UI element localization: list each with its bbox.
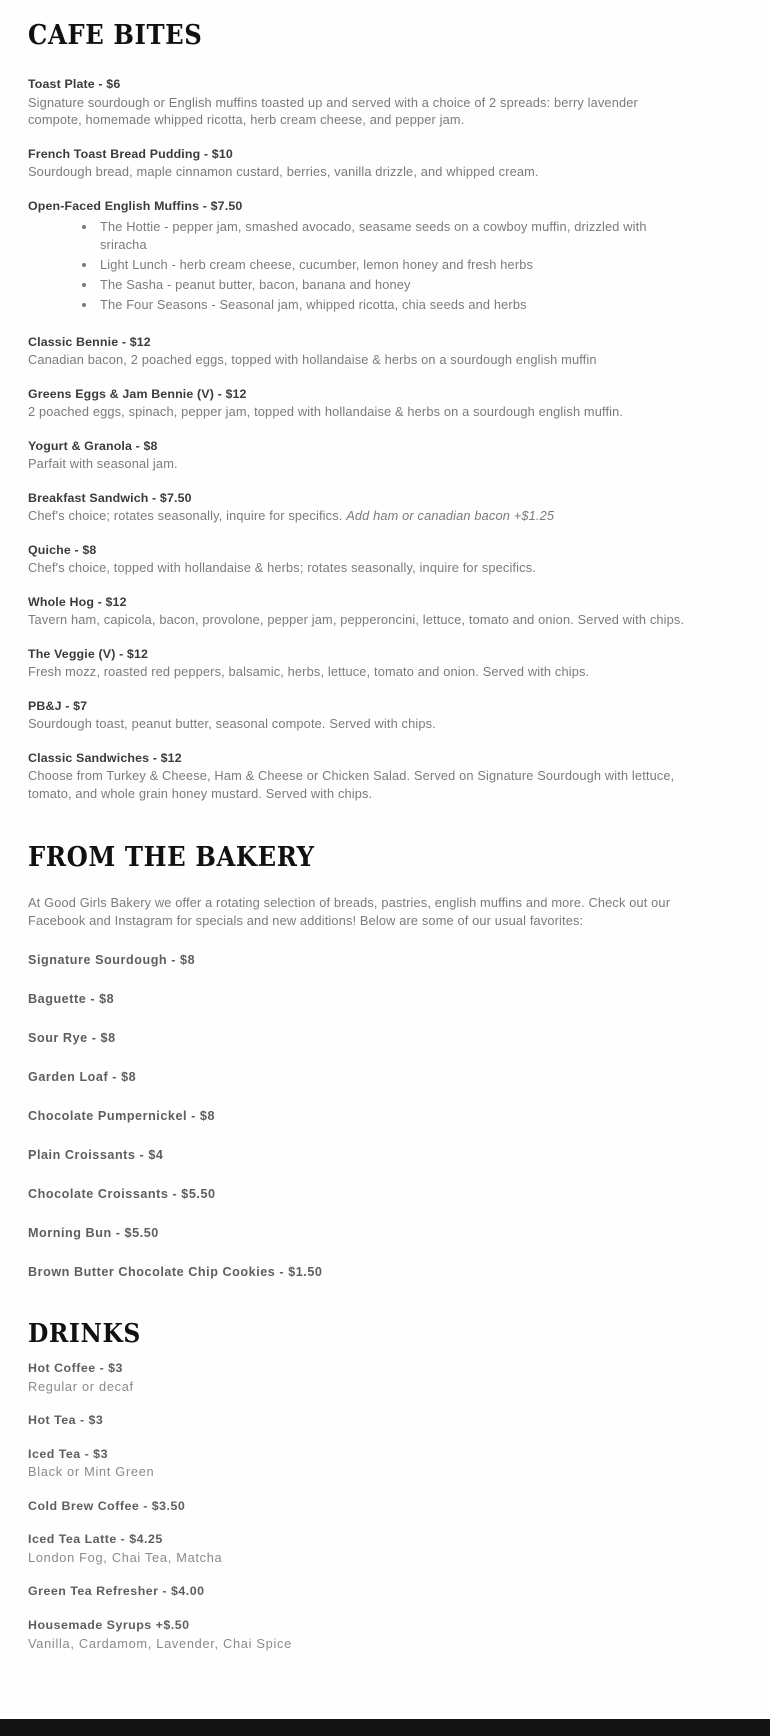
- menu-item-description-text: Chef's choice; rotates seasonally, inquire for specifics.: [28, 508, 347, 524]
- menu-item: [28, 438, 688, 473]
- bakery-item: Baguette - $8: [28, 991, 115, 1006]
- menu-item-name: Yogurt & Granola - $8: [28, 438, 158, 453]
- menu-item-name: PB&J - $7: [28, 698, 88, 713]
- drink-item-description: Vanilla, Cardamom, Lavender, Chai Spice: [28, 1635, 292, 1651]
- menu-item-description: Sourdough bread, maple cinnamon custard, berries, vanilla drizzle, and whipped cream.: [28, 164, 539, 180]
- section-cafe-bites-items: [28, 76, 688, 802]
- menu-item-name: Classic Sandwiches - $12: [28, 750, 182, 765]
- list-item: The Four Seasons - Seasonal jam, whipped ricotta, chia seeds and herbs: [78, 296, 688, 313]
- menu-item: [28, 594, 688, 629]
- menu-item: [28, 698, 688, 733]
- menu-item-name: Greens Eggs & Jam Bennie (V) - $12: [28, 386, 247, 401]
- bakery-item: Chocolate Pumpernickel - $8: [28, 1108, 216, 1123]
- list-item: The Sasha - peanut butter, bacon, banana and honey: [78, 276, 688, 293]
- drink-item-description: London Fog, Chai Tea, Matcha: [28, 1550, 223, 1566]
- drink-item: [28, 1446, 688, 1481]
- menu-item: [28, 750, 688, 802]
- menu-item: [28, 490, 688, 525]
- drink-item: [28, 1498, 688, 1515]
- menu-content: [28, 0, 688, 1736]
- menu-item-description-addon: Add ham or canadian bacon +$1.25: [346, 508, 555, 524]
- bakery-item: Brown Butter Chocolate Chip Cookies - $1.50: [28, 1264, 323, 1279]
- drink-item-name: Housemade Syrups +$.50: [28, 1618, 190, 1633]
- list-item: The Hottie - pepper jam, smashed avocado, seasame seeds on a cowboy muffin, drizzled with sriracha: [78, 218, 688, 253]
- section-title-from-the-bakery: FROM THE BAKERY: [28, 841, 315, 873]
- menu-item-description: Parfait with seasonal jam.: [28, 456, 178, 472]
- list-item: Light Lunch - herb cream cheese, cucumber, lemon honey and fresh herbs: [78, 256, 688, 273]
- menu-item-description: Choose from Turkey & Cheese, Ham & Cheese or Chicken Salad. Served on Signature Sourdough with lettuce, tomato, and whole grain honey mustard. Served with chips.: [28, 768, 675, 801]
- menu-item-description: Sourdough toast, peanut butter, seasonal compote. Served with chips.: [28, 716, 436, 732]
- menu-item-description: Fresh mozz, roasted red peppers, balsamic, herbs, lettuce, tomato and onion. Served with chips.: [28, 664, 590, 680]
- menu-item-name: The Veggie (V) - $12: [28, 646, 149, 661]
- bakery-item: Garden Loaf - $8: [28, 1069, 137, 1084]
- section-title-drinks: DRINKS: [28, 1318, 141, 1349]
- footer-bar: [0, 1719, 770, 1736]
- menu-item: [28, 76, 688, 128]
- menu-item-description: Signature sourdough or English muffins toasted up and served with a choice of 2 spreads: berry lavender compote, homemade whipped ricotta, herb cream cheese, and pepper jam.: [28, 95, 638, 128]
- menu-item-description: Canadian bacon, 2 poached eggs, topped with hollandaise & herbs on a sourdough english muffin: [28, 352, 597, 368]
- menu-item: [28, 542, 688, 577]
- drink-item-name: Cold Brew Coffee - $3.50: [28, 1498, 186, 1513]
- section-from-the-bakery-items: [28, 894, 688, 1280]
- bakery-item: Signature Sourdough - $8: [28, 952, 196, 967]
- bakery-item: Chocolate Croissants - $5.50: [28, 1186, 216, 1201]
- drink-item-name: Iced Tea Latte - $4.25: [28, 1532, 163, 1547]
- menu-item-name: French Toast Bread Pudding - $10: [28, 146, 233, 161]
- menu-item-description: [28, 507, 688, 524]
- drink-item-name: Iced Tea - $3: [28, 1446, 108, 1461]
- drink-item: [28, 1531, 688, 1566]
- menu-item-name: Toast Plate - $6: [28, 77, 121, 92]
- drink-item-name: Hot Coffee - $3: [28, 1360, 123, 1375]
- menu-item-variant-list: [28, 218, 688, 313]
- menu-item-name: Whole Hog - $12: [28, 594, 127, 609]
- drink-item-description: Black or Mint Green: [28, 1464, 155, 1480]
- drink-item: [28, 1360, 688, 1395]
- bakery-item: Sour Rye - $8: [28, 1030, 116, 1045]
- bakery-item: Morning Bun - $5.50: [28, 1225, 159, 1240]
- menu-item-description: Tavern ham, capicola, bacon, provolone, pepper jam, pepperoncini, lettuce, tomato and onion. Served with chips.: [28, 612, 685, 628]
- menu-item-description: 2 poached eggs, spinach, pepper jam, topped with hollandaise & herbs on a sourdough english muffin.: [28, 404, 624, 420]
- menu-item: [28, 646, 688, 681]
- menu-item-name: Classic Bennie - $12: [28, 334, 151, 349]
- drink-item: [28, 1412, 688, 1429]
- drink-item-description: Regular or decaf: [28, 1378, 134, 1394]
- menu-item: [28, 146, 688, 181]
- section-drinks-items: [28, 1360, 688, 1652]
- menu-item-description: Chef's choice, topped with hollandaise & herbs; rotates seasonally, inquire for specifics.: [28, 560, 536, 576]
- drink-item: [28, 1583, 688, 1600]
- menu-item-name: Breakfast Sandwich - $7.50: [28, 490, 192, 505]
- drink-item-name: Hot Tea - $3: [28, 1412, 104, 1427]
- bakery-intro-text: At Good Girls Bakery we offer a rotating selection of breads, pastries, english muffins and more. Check out our Facebook and Instagram for specials and new additions! Below are some of our usual favorites:: [28, 895, 671, 928]
- section-title-cafe-bites: CAFE BITES: [28, 20, 203, 51]
- menu-item-name: Quiche - $8: [28, 542, 97, 557]
- menu-item-name: Open-Faced English Muffins - $7.50: [28, 198, 243, 213]
- menu-item: [28, 334, 688, 369]
- menu-item: [28, 386, 688, 421]
- drink-item: [28, 1617, 688, 1652]
- bakery-item: Plain Croissants - $4: [28, 1147, 164, 1162]
- menu-item: [28, 198, 688, 314]
- drink-item-name: Green Tea Refresher - $4.00: [28, 1584, 205, 1599]
